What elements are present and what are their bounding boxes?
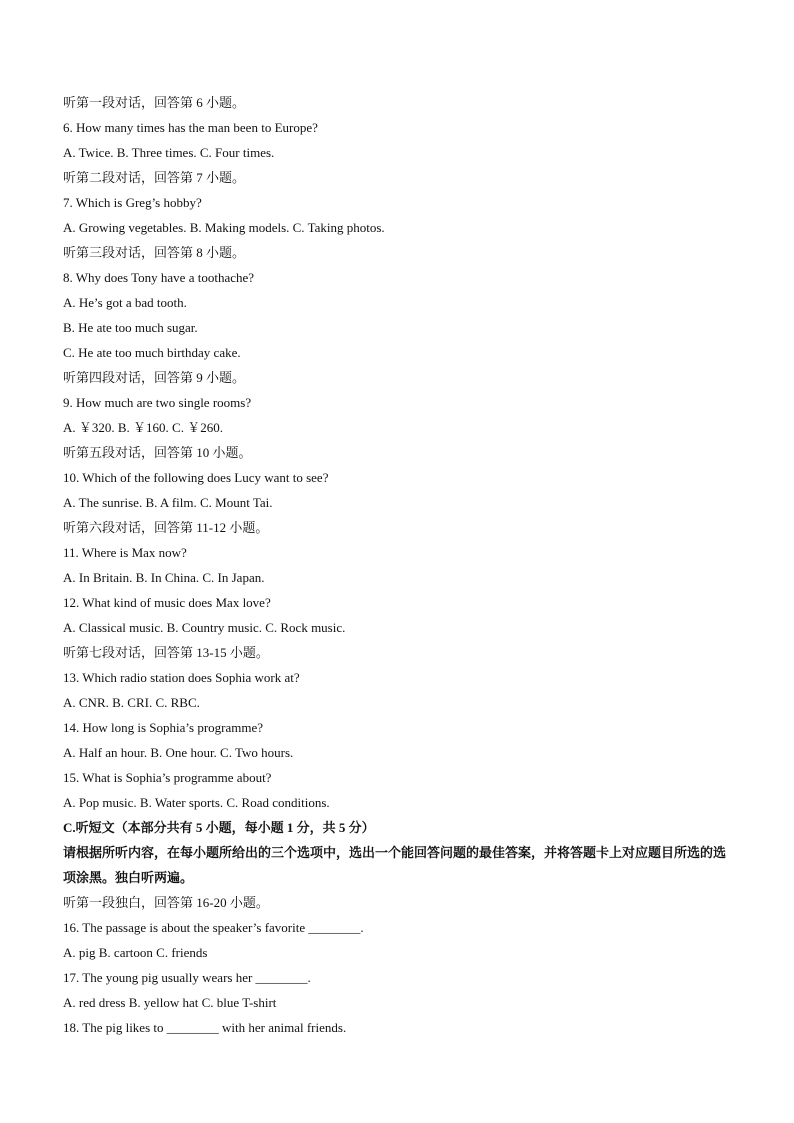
- section-c-heading: C.听短文（本部分共有 5 小题，每小题 1 分，共 5 分）: [63, 820, 375, 835]
- dialogue-instruction: 听第七段对话，回答第 13-15 小题。: [63, 645, 269, 660]
- option-8c: C. He ate too much birthday cake.: [63, 345, 241, 360]
- options-13: A. CNR. B. CRI. C. RBC.: [63, 695, 200, 710]
- question-12: 12. What kind of music does Max love?: [63, 595, 271, 610]
- dialogue-instruction: 听第六段对话，回答第 11-12 小题。: [63, 520, 269, 535]
- question-16: 16. The passage is about the speaker’s favorite ________.: [63, 920, 364, 935]
- options-16: A. pig B. cartoon C. friends: [63, 945, 208, 960]
- question-18: 18. The pig likes to ________ with her animal friends.: [63, 1020, 347, 1035]
- listening-section: [63, 90, 733, 1040]
- question-6: 6. How many times has the man been to Europe?: [63, 120, 318, 135]
- options-11: A. In Britain. B. In China. C. In Japan.: [63, 570, 265, 585]
- options-7: A. Growing vegetables. B. Making models. C. Taking photos.: [63, 220, 385, 235]
- option-8a: A. He’s got a bad tooth.: [63, 295, 187, 310]
- question-10: 10. Which of the following does Lucy want to see?: [63, 470, 329, 485]
- dialogue-instruction: 听第三段对话，回答第 8 小题。: [63, 245, 246, 260]
- options-10: A. The sunrise. B. A film. C. Mount Tai.: [63, 495, 273, 510]
- dialogue-instruction: 听第四段对话，回答第 9 小题。: [63, 370, 246, 385]
- options-12: A. Classical music. B. Country music. C. Rock music.: [63, 620, 346, 635]
- options-6: A. Twice. B. Three times. C. Four times.: [63, 145, 275, 160]
- option-8b: B. He ate too much sugar.: [63, 320, 198, 335]
- options-15: A. Pop music. B. Water sports. C. Road conditions.: [63, 795, 330, 810]
- question-13: 13. Which radio station does Sophia work at?: [63, 670, 300, 685]
- question-8: 8. Why does Tony have a toothache?: [63, 270, 255, 285]
- question-9: 9. How much are two single rooms?: [63, 395, 252, 410]
- question-15: 15. What is Sophia’s programme about?: [63, 770, 272, 785]
- question-11: 11. Where is Max now?: [63, 545, 187, 560]
- section-c-instruction: 请根据所听内容，在每小题所给出的三个选项中，选出一个能回答问题的最佳答案，并将答题卡上对应题目所选的选项涂黑。独白听两遍。: [63, 845, 727, 885]
- options-14: A. Half an hour. B. One hour. C. Two hours.: [63, 745, 294, 760]
- question-17: 17. The young pig usually wears her ________.: [63, 970, 311, 985]
- question-7: 7. Which is Greg’s hobby?: [63, 195, 202, 210]
- monologue-instruction: 听第一段独白，回答第 16-20 小题。: [63, 895, 269, 910]
- dialogue-instruction: 听第五段对话，回答第 10 小题。: [63, 445, 252, 460]
- options-9: A. ￥320. B. ￥160. C. ￥260.: [63, 420, 223, 435]
- dialogue-instruction: 听第二段对话，回答第 7 小题。: [63, 170, 246, 185]
- question-14: 14. How long is Sophia’s programme?: [63, 720, 264, 735]
- options-17: A. red dress B. yellow hat C. blue T-shirt: [63, 995, 277, 1010]
- dialogue-instruction: 听第一段对话，回答第 6 小题。: [63, 95, 246, 110]
